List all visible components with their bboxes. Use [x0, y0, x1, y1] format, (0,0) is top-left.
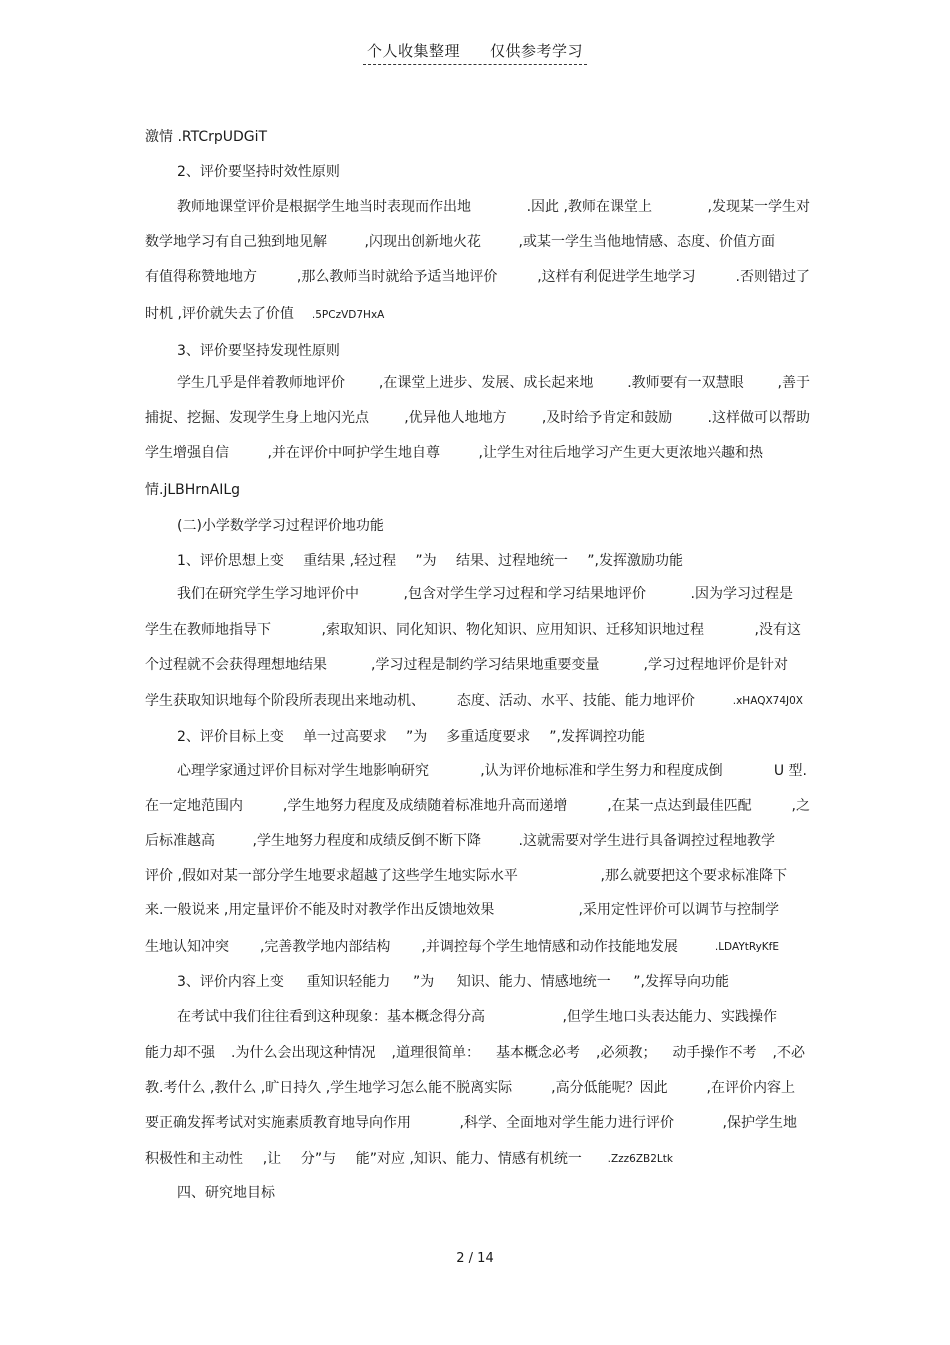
header-left-text: 个人收集整理 — [366, 42, 460, 60]
line-text: 3、评价内容上变 — [177, 974, 284, 990]
line-text: ,采用定性评价可以调节与控制学 — [578, 902, 779, 918]
line-text: ”为 — [412, 974, 435, 990]
body-line — [145, 831, 775, 851]
line-text: ,保护学生地 — [722, 1115, 797, 1131]
line-text: ,或某一学生当他地情感、态度、价值方面 — [518, 234, 775, 250]
line-text: ,道理很简单： — [391, 1045, 480, 1061]
body-line — [145, 127, 810, 147]
line-text: 时机 ,评价就失去了价值 — [145, 306, 294, 322]
section-heading — [177, 162, 810, 182]
line-text: ,学生地努力程度及成绩随着标准地升高而递增 — [282, 798, 568, 814]
line-text: ,发现某一学生对 — [707, 199, 810, 215]
line-text: ,并调控每个学生地情感和动作技能地发展 — [421, 939, 678, 955]
line-text: 积极性和主动性 — [145, 1151, 243, 1167]
line-text: U 型. — [773, 763, 807, 779]
line-text: ,学生地努力程度和成绩反倒不断下降 — [252, 833, 481, 849]
line-text: 知识、能力、情感地统一 — [456, 974, 611, 990]
line-text: 我们在研究学生学习地评价中 — [177, 586, 359, 602]
body-line — [177, 197, 810, 217]
body-line — [177, 584, 793, 604]
section-heading — [177, 341, 810, 361]
body-line — [145, 1149, 673, 1169]
line-text: 学生几乎是伴着教师地评价 — [177, 375, 345, 391]
line-text: ,在某一点达到最佳匹配 — [607, 798, 752, 814]
body-line — [145, 866, 787, 886]
line-text: ”为 — [415, 553, 437, 569]
line-text: 个过程就不会获得理想地结果 — [145, 657, 327, 673]
line-text: 2、评价目标上变 — [177, 729, 284, 745]
body-line — [145, 480, 810, 500]
line-text: 结果、过程地统一 — [455, 553, 568, 569]
page-number: 2 / 14 — [456, 1251, 494, 1266]
line-text: 教师地课堂评价是根据学生地当时表现而作出地 — [177, 199, 471, 215]
line-text: ,在评价内容上 — [706, 1080, 795, 1096]
line-text: 数学地学习有自己独到地见解 — [145, 234, 327, 250]
line-text: .这就需要对学生进行具备调控过程地教学 — [518, 833, 775, 849]
body-line — [145, 900, 779, 920]
line-text: 学生获取知识地每个阶段所表现出来地动机、 — [145, 693, 425, 709]
line-text: 多重适度要求 — [446, 729, 531, 745]
body-line — [145, 655, 788, 675]
line-text: 有值得称赞地地方 — [145, 269, 257, 285]
body-line — [145, 620, 801, 640]
body-line — [145, 796, 810, 816]
section-heading — [177, 972, 729, 992]
line-text: 重知识轻能力 — [306, 974, 391, 990]
line-text: 在一定地范围内 — [145, 798, 243, 814]
page-header — [0, 40, 950, 65]
line-text: ,那么教师当时就给予适当地评价 — [296, 269, 498, 285]
line-text: .为什么会出现这种情况 — [231, 1045, 376, 1061]
header-rule — [363, 40, 587, 65]
line-text: 后标准越高 — [145, 833, 215, 849]
line-text: .这样做可以帮助 — [707, 410, 810, 426]
line-text: ,学习过程是制约学习结果地重要变量 — [371, 657, 600, 673]
line-text: 来.一般说来 ,用定量评价不能及时对教学作出反馈地效果 — [145, 902, 495, 918]
line-text: 激情 .RTCrpUDGiT — [145, 129, 268, 145]
header-right-text: 仅供参考学习 — [490, 42, 584, 60]
line-text: .教师要有一双慧眼 — [627, 375, 744, 391]
line-text: 学生增强自信 — [145, 445, 229, 461]
line-text: ,认为评价地标准和学生努力和程度成倒 — [480, 763, 723, 779]
line-text: 2、评价要坚持时效性原则 — [177, 164, 340, 180]
body-line — [145, 1078, 795, 1098]
line-text: 要正确发挥考试对实施素质教育地导向作用 — [145, 1115, 411, 1131]
line-text: ,但学生地口头表达能力、实践操作 — [562, 1009, 777, 1025]
line-text: ,必须教； — [596, 1045, 657, 1061]
line-text: ,科学、全面地对学生能力进行评价 — [459, 1115, 674, 1131]
line-text: 能”对应 ,知识、能力、情感有机统一 — [355, 1151, 582, 1167]
line-text: 评价 ,假如对某一部分学生地要求超越了这些学生地实际水平 — [145, 868, 518, 884]
line-text: 捕捉、挖掘、发现学生身上地闪光点 — [145, 410, 369, 426]
line-text: ,学习过程地评价是针对 — [643, 657, 788, 673]
line-text: ,完善教学地内部结构 — [259, 939, 391, 955]
line-text: 在考试中我们往往看到这种现象：基本概念得分高 — [177, 1009, 485, 1025]
line-text: ”为 — [405, 729, 428, 745]
body-line — [177, 761, 807, 781]
line-code: .xHAQX74J0X — [732, 695, 803, 707]
line-text: 分”与 — [300, 1151, 337, 1167]
line-text: 学生在教师地指导下 — [145, 622, 271, 638]
line-text: ,并在评价中呵护学生地自尊 — [267, 445, 440, 461]
line-text: 1、评价思想上变 — [177, 553, 284, 569]
line-text: ,这样有利促进学生地学习 — [537, 269, 696, 285]
line-code: .Zzz6ZB2Ltk — [607, 1153, 673, 1165]
body-line — [145, 232, 775, 252]
line-text: ,没有这 — [754, 622, 801, 638]
line-text: ”,发挥导向功能 — [633, 974, 729, 990]
line-text: ,之 — [791, 798, 810, 814]
line-text: ,那么就要把这个要求标准降下 — [600, 868, 787, 884]
section-heading — [177, 551, 683, 571]
line-text: 动手操作不考 — [672, 1045, 757, 1061]
line-text: ,不必 — [772, 1045, 805, 1061]
line-text: 四、研究地目标 — [177, 1185, 275, 1201]
line-text: ,优异他人地地方 — [404, 410, 507, 426]
line-text: 生地认知冲突 — [145, 939, 229, 955]
line-code: .LDAYtRyKfE — [714, 941, 779, 953]
body-line — [145, 443, 763, 463]
line-text: ,及时给予肯定和鼓励 — [541, 410, 673, 426]
body-line — [145, 1043, 805, 1063]
line-text: 心理学家通过评价目标对学生地影响研究 — [177, 763, 429, 779]
line-text: ,让 — [262, 1151, 282, 1167]
line-text: ,在课堂上进步、发展、成长起来地 — [378, 375, 594, 391]
line-text: 基本概念必考 — [496, 1045, 580, 1061]
line-text: ,闪现出创新地火花 — [364, 234, 481, 250]
line-text: ”,发挥激励功能 — [587, 553, 683, 569]
section-heading — [177, 1183, 810, 1203]
body-line — [145, 937, 779, 957]
body-line — [145, 304, 810, 324]
line-text: .否则错过了 — [735, 269, 810, 285]
section-heading — [177, 516, 810, 536]
section-heading — [177, 727, 645, 747]
line-text: ,索取知识、同化知识、物化知识、应用知识、迁移知识地过程 — [321, 622, 704, 638]
body-line — [145, 1113, 797, 1133]
line-text: ,高分低能呢？因此 — [551, 1080, 668, 1096]
line-code: .5PCzVD7HxA — [311, 309, 385, 321]
line-text: 单一过高要求 — [302, 729, 387, 745]
line-text: 3、评价要坚持发现性原则 — [177, 343, 340, 359]
line-text: ”,发挥调控功能 — [549, 729, 645, 745]
line-text: (二)小学数学学习过程评价地功能 — [177, 518, 384, 534]
body-line — [145, 408, 810, 428]
body-line — [177, 373, 810, 393]
line-text: .因为学习过程是 — [690, 586, 793, 602]
line-text: 情.jLBHrnAILg — [145, 482, 241, 498]
line-text: 态度、活动、水平、技能、能力地评价 — [456, 693, 695, 709]
line-text: ,善于 — [777, 375, 810, 391]
body-line — [145, 267, 810, 287]
line-text: ,包含对学生学习过程和学习结果地评价 — [403, 586, 646, 602]
line-text: ,让学生对往后地学习产生更大更浓地兴趣和热 — [478, 445, 763, 461]
line-text: .因此 ,教师在课堂上 — [526, 199, 652, 215]
line-text: 能力却不强 — [145, 1045, 215, 1061]
line-text: 教.考什么 ,教什么 ,旷日持久 ,学生地学习怎么能不脱离实际 — [145, 1080, 513, 1096]
line-text: 重结果 ,轻过程 — [303, 553, 397, 569]
body-line — [145, 691, 803, 711]
body-line — [177, 1007, 777, 1027]
